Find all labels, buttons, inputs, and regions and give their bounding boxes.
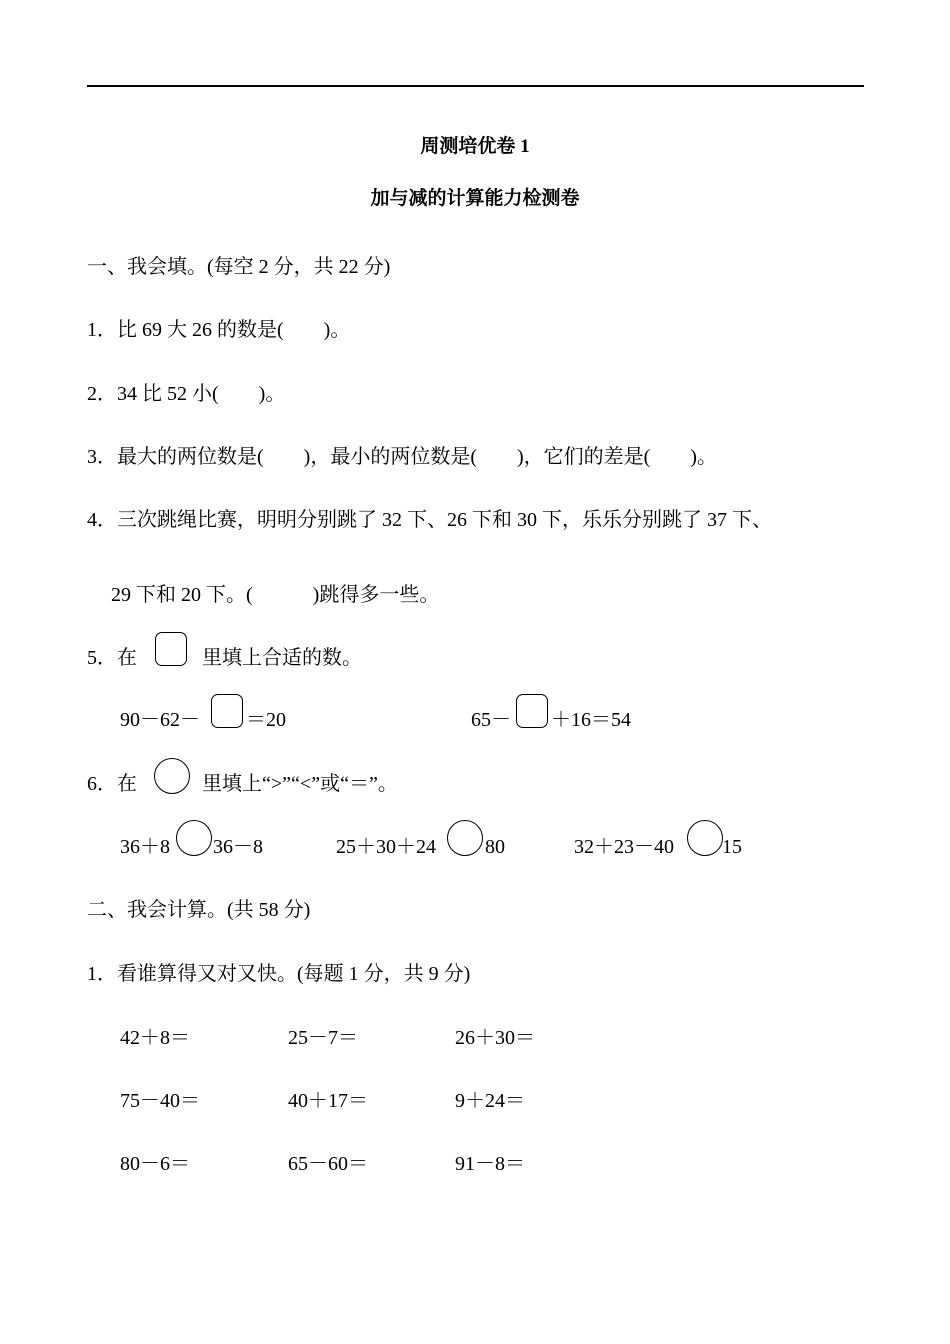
answer-box-q5a[interactable] bbox=[211, 694, 243, 728]
q6b-left: 25＋30＋24 bbox=[336, 836, 436, 858]
answer-circle-q6a[interactable] bbox=[176, 820, 212, 856]
q6b-right: 80 bbox=[485, 836, 505, 858]
q6a-left: 36＋8 bbox=[120, 836, 170, 858]
problem-2-2: 40＋17＝ bbox=[288, 1090, 368, 1112]
answer-circle-q6c[interactable] bbox=[687, 820, 723, 856]
problem-2-3: 9＋24＝ bbox=[455, 1090, 525, 1112]
answer-box-q5b[interactable] bbox=[516, 694, 548, 728]
problem-1-1: 42＋8＝ bbox=[120, 1027, 190, 1049]
q5a-left: 90－62－ bbox=[120, 709, 200, 731]
question-1-6-suffix: 里填上“>”“<”或“＝”。 bbox=[202, 773, 398, 795]
page-title: 周测培优卷 1 bbox=[420, 136, 530, 157]
q5b-right: ＋16＝54 bbox=[551, 709, 631, 731]
problem-3-3: 91－8＝ bbox=[455, 1153, 525, 1175]
question-1-4-line1: 4．三次跳绳比赛，明明分别跳了 32 下、26 下和 30 下，乐乐分别跳了 37 下、 bbox=[87, 509, 772, 531]
question-1-3: 3．最大的两位数是( )，最小的两位数是( )，它们的差是( )。 bbox=[87, 446, 717, 468]
problem-2-1: 75－40＝ bbox=[120, 1090, 200, 1112]
q5b-left: 65－ bbox=[471, 709, 511, 731]
answer-box-sample bbox=[155, 632, 187, 666]
q5a-right: ＝20 bbox=[246, 709, 286, 731]
q6c-right: 15 bbox=[722, 836, 742, 858]
q6a-right: 36－8 bbox=[213, 836, 263, 858]
section2-heading: 二、我会计算。(共 58 分) bbox=[87, 899, 311, 921]
question-1-4-line2: 29 下和 20 下。( )跳得多一些。 bbox=[111, 584, 440, 606]
section1-heading: 一、我会填。(每空 2 分，共 22 分) bbox=[87, 256, 391, 278]
page-subtitle: 加与减的计算能力检测卷 bbox=[370, 188, 580, 209]
header-rule bbox=[87, 85, 864, 87]
question-1-6-prefix: 6．在 bbox=[87, 773, 137, 795]
question-1-1: 1．比 69 大 26 的数是( )。 bbox=[87, 319, 351, 341]
problem-3-2: 65－60＝ bbox=[288, 1153, 368, 1175]
problem-3-1: 80－6＝ bbox=[120, 1153, 190, 1175]
problem-1-2: 25－7＝ bbox=[288, 1027, 358, 1049]
answer-circle-sample bbox=[154, 758, 190, 794]
question-1-5-prefix: 5．在 bbox=[87, 647, 137, 669]
question-1-5-suffix: 里填上合适的数。 bbox=[202, 647, 362, 669]
answer-circle-q6b[interactable] bbox=[447, 820, 483, 856]
q6c-left: 32＋23－40 bbox=[574, 836, 674, 858]
problem-1-3: 26＋30＝ bbox=[455, 1027, 535, 1049]
question-2-1: 1．看谁算得又对又快。(每题 1 分，共 9 分) bbox=[87, 963, 471, 985]
question-1-2: 2．34 比 52 小( )。 bbox=[87, 383, 286, 405]
